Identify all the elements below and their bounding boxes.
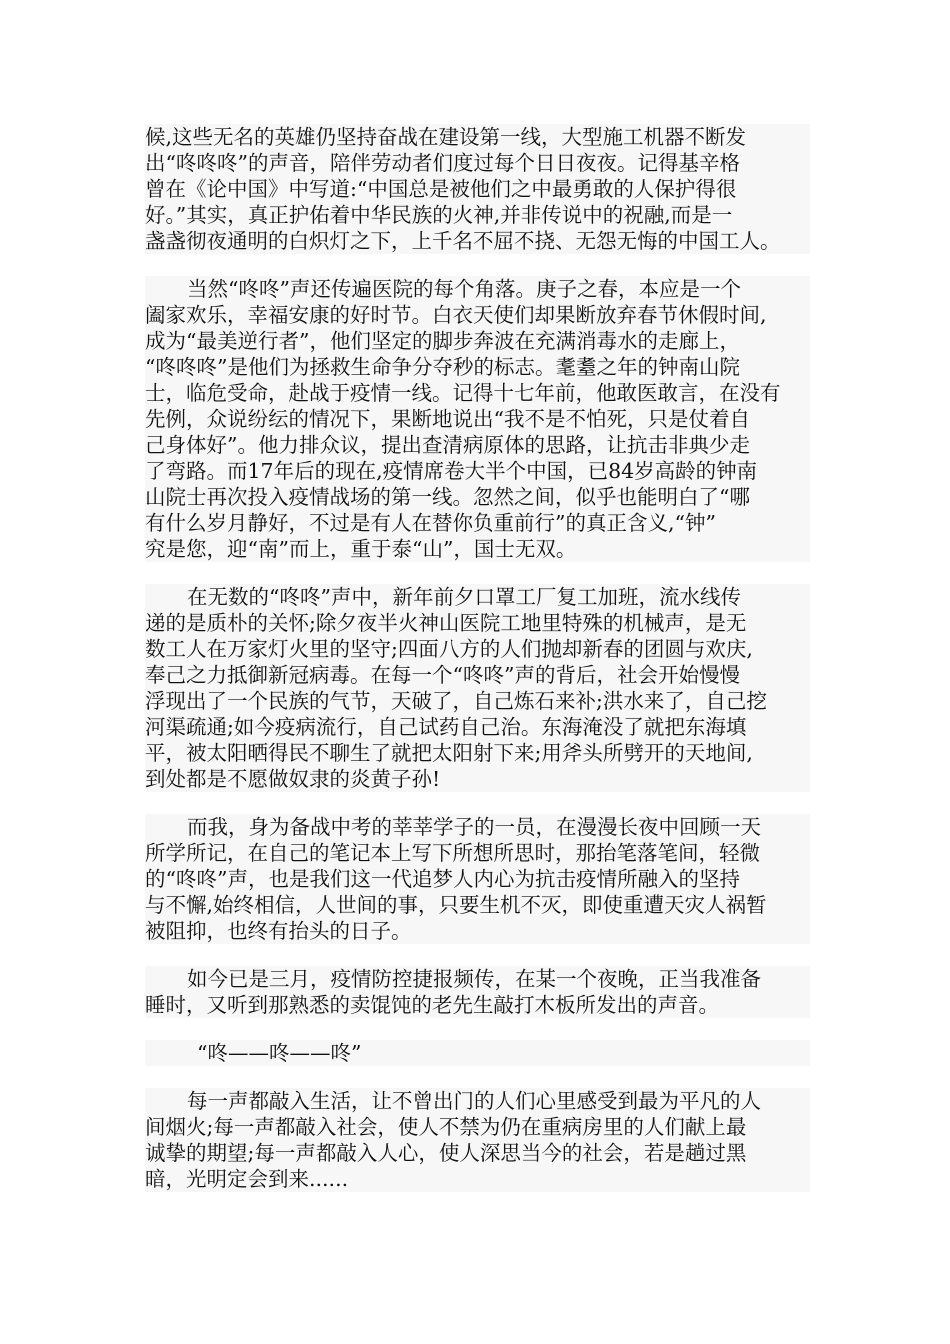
text-line: 诚挚的期望;每一声都敲入人心，使人深思当今的社会，若是趟过黑 <box>145 1141 747 1165</box>
text-line: 如今已是三月，疫情防控捷报频传，在某一个夜晚，正当我准备 <box>187 967 761 991</box>
text-line: 己身体好”。他力排众议，提出查清病原体的思路，让抗击非典少走 <box>145 433 750 457</box>
text-line: 有什么岁月静好，不过是有人在替你负重前行”的真正含义,“钟” <box>145 511 716 535</box>
paragraph-5 <box>145 966 810 1018</box>
text-line: “咚咚咚”是他们为拯救生命争分夺秒的标志。耄耋之年的钟南山院 <box>145 355 740 379</box>
text-line: 每一声都敲入生活，让不曾出门的人们心里感受到最为平凡的人 <box>187 1089 761 1113</box>
text-line: 候,这些无名的英雄仍坚持奋战在建设第一线，大型施工机器不断发 <box>145 125 747 149</box>
text-line: 暗，光明定会到来...... <box>145 1167 349 1191</box>
paragraph-2 <box>145 276 810 562</box>
text-line: 递的是质朴的关怀;除夕夜半火神山医院工地里特殊的机械声，是无 <box>145 611 747 635</box>
text-line: 间烟火;每一声都敲入社会，使人不禁为仍在重病房里的人们献上最 <box>145 1115 747 1139</box>
text-line: 到处都是不愿做奴隶的炎黄子孙! <box>145 767 441 791</box>
text-line: 好。”其实，真正护佑着中华民族的火神,并非传说中的祝融,而是一 <box>145 203 733 227</box>
paragraph-1 <box>145 124 810 254</box>
text-line: 被阻抑，也终有抬头的日子。 <box>145 919 412 943</box>
paragraph-3 <box>145 584 810 792</box>
text-line: 睡时，又听到那熟悉的卖馄饨的老先生敲打木板所发出的声音。 <box>145 993 719 1017</box>
text-line: 平，被太阳晒得民不聊生了就把太阳射下来;用斧头所劈开的天地间, <box>145 741 753 765</box>
text-line: 当然“咚咚”声还传遍医院的每个角落。庚子之春，本应是一个 <box>187 277 741 301</box>
text-line: 先例，众说纷纭的情况下，果断地说出“我不是不怕死，只是仗着自 <box>145 407 750 431</box>
text-line: 成为“最美逆行者”，他们坚定的脚步奔波在充满消毒水的走廊上， <box>145 329 740 353</box>
paragraph-6-quote <box>145 1040 810 1066</box>
text-line: 士，临危受命，赴战于疫情一线。记得十七年前，他敢医敢言，在没有 <box>145 381 781 405</box>
text-line: 在无数的“咚咚”声中，新年前夕口罩工厂复工加班，流水线传 <box>187 585 741 609</box>
text-line: 河渠疏通;如今疫病流行，自己试药自己治。东海淹没了就把东海填 <box>145 715 747 739</box>
text-line: 所学所记，在自己的笔记本上写下所想所思时，那抬笔落笔间，轻微 <box>145 841 760 865</box>
text-line: 而我，身为备战中考的莘莘学子的一员，在漫漫长夜中回顾一天 <box>187 815 761 839</box>
text-line: 出“咚咚咚”的声音，陪伴劳动者们度过每个日日夜夜。记得基辛格 <box>145 151 740 175</box>
text-line: 与不懈,始终相信，人世间的事，只要生机不灭，即使重遭天灾人祸暂 <box>145 893 767 917</box>
text-line: “咚——咚——咚” <box>197 1041 362 1065</box>
text-line: 了弯路。而17年后的现在,疫情席卷大半个中国，已84岁高龄的钟南 <box>145 459 758 483</box>
paragraph-7 <box>145 1088 810 1192</box>
text-line: 盏盏彻夜通明的白炽灯之下，上千名不屈不挠、无怨无悔的中国工人。 <box>145 229 781 253</box>
text-line: 奉己之力抵御新冠病毒。在每一个“咚咚”声的背后，社会开始慢慢 <box>145 663 740 687</box>
text-line: 究是您，迎“南”而上，重于泰“山”，国士无双。 <box>145 537 577 561</box>
text-line: 的“咚咚”声，也是我们这一代追梦人内心为抗击疫情所融入的坚持 <box>145 867 740 891</box>
text-line: 曾在《论中国》中写道:“中国总是被他们之中最勇敢的人保护得很 <box>145 177 737 201</box>
document-body <box>145 124 810 1214</box>
paragraph-4 <box>145 814 810 944</box>
text-line: 浮现出了一个民族的气节，天破了，自己炼石来补;洪水来了，自己挖 <box>145 689 767 713</box>
text-line: 山院士再次投入疫情战场的第一线。忽然之间，似乎也能明白了“哪 <box>145 485 750 509</box>
text-line: 阖家欢乐，幸福安康的好时节。白衣天使们却果断放弃春节休假时间, <box>145 303 767 327</box>
text-line: 数工人在万家灯火里的坚守;四面八方的人们抛却新春的团圆与欢庆, <box>145 637 753 661</box>
